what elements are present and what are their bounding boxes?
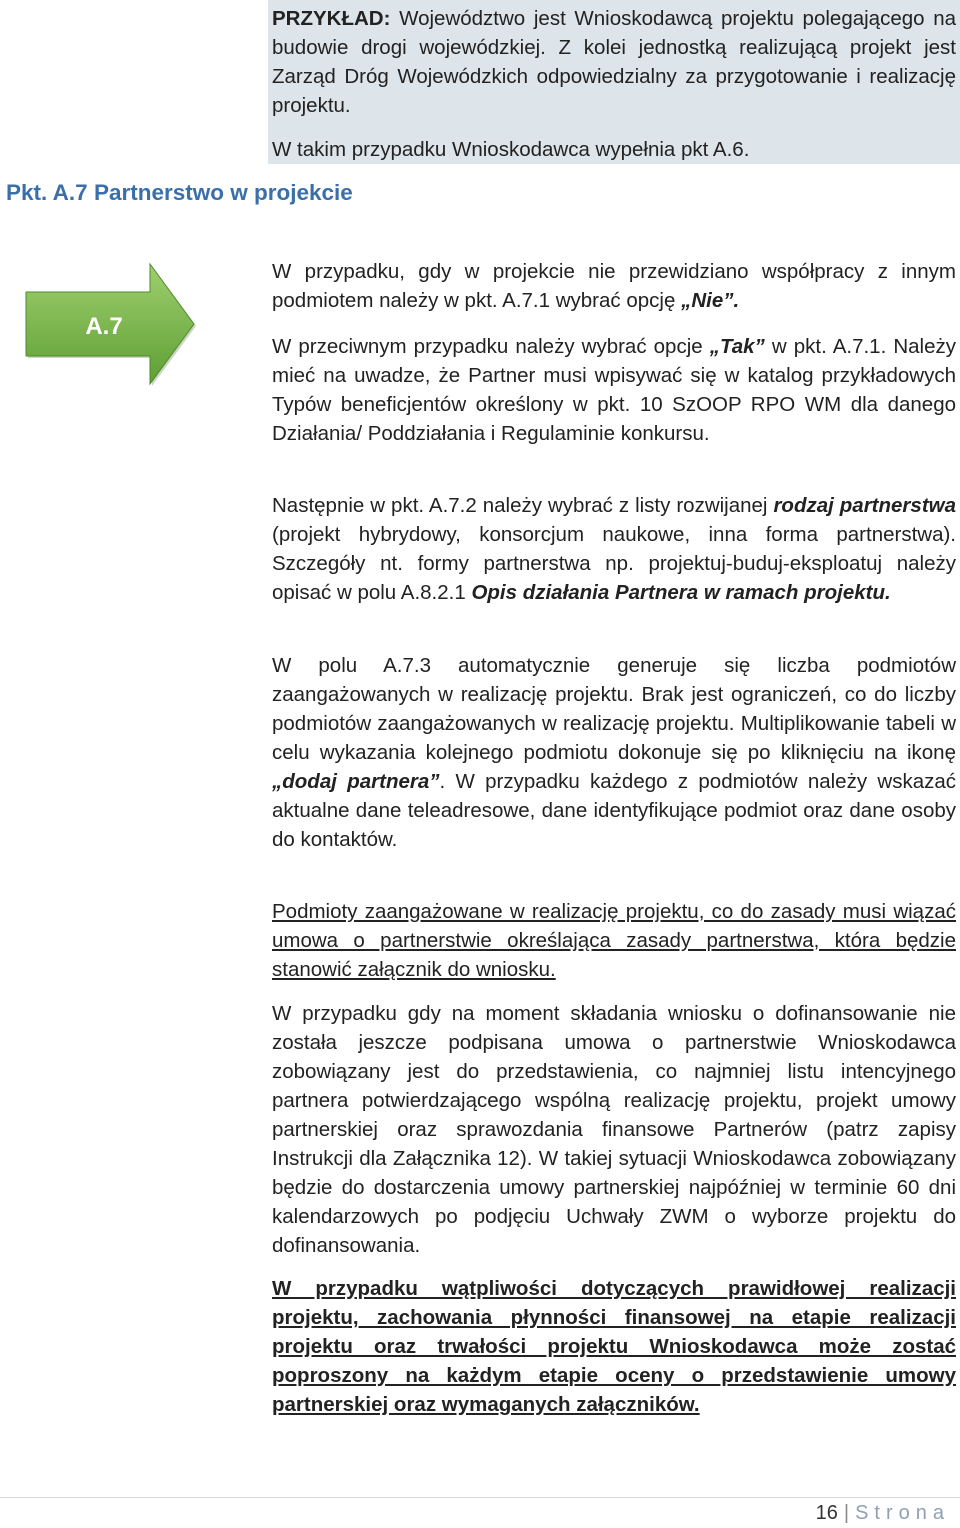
- paragraph-3: [272, 491, 956, 607]
- footer-divider: [0, 1497, 960, 1498]
- p4-text-c: . W przypadku każdego z podmiotów należy wskazać aktualne dane teleadresowe, dane identyfikujące podmiot oraz dane osoby do kontaktów.: [272, 770, 956, 851]
- paragraph-5: Podmioty zaangażowane w realizację projektu, co do zasady musi wiązać umowa o partnerstwie określająca zasady partnerstwa, która będzie stanowić załącznik do wniosku.: [272, 900, 956, 981]
- page-footer: [816, 1502, 950, 1525]
- p2-text-a: W przeciwnym przypadku należy wybrać opcje: [272, 335, 710, 358]
- p2-option-tak: „Tak”: [709, 335, 765, 358]
- p3-text-a: Następnie w pkt. A.7.2 należy wybrać z listy rozwijanej: [272, 494, 774, 517]
- page-number: 16: [815, 1502, 838, 1524]
- paragraph-4: [272, 651, 956, 854]
- paragraph-6: W przypadku gdy na moment składania wniosku o dofinansowanie nie została jeszcze podpisana umowa o partnerstwie Wnioskodawca zobowiązany jest do przedstawienia, co najmniej listu intencyjnego partnera potwierdzającego wspólną realizację projektu, projekt umowy partnerskiej oraz sprawozdania finansowe Partnerów (patrz zapisy Instrukcji dla Załącznika 12). W takiej sytuacji Wnioskodawca zobowiązany będzie do dostarczenia umowy partnerskiej najpóźniej w terminie 60 dni kalendarzowych po podjęciu Uchwały ZWM o wyborze projektu do dofinansowania.: [272, 1002, 956, 1257]
- p3-emphasis-rodzaj: rodzaj partnerstwa: [773, 494, 956, 517]
- p4-text-a: W polu A.7.3 automatycznie generuje się liczba podmiotów zaangażowanych w realizację projektu. Brak jest ograniczeń, co do liczby podmiotów zaangażowanych w realizację projektu. Multiplikowanie tabeli w celu wykazania kolejnego podmiotu dokonuje się po kliknięciu na ikonę: [272, 654, 956, 764]
- section-badge-label: A.7: [85, 313, 123, 340]
- paragraph-1: [272, 257, 956, 315]
- section-arrow-badge: [24, 262, 200, 390]
- example-text: Województwo jest Wnioskodawcą projektu polegającego na budowie drogi wojewódzkiej. Z kolei jednostką realizującą projekt jest Zarząd Dróg Wojewódzkich odpowiedzialny za przygotowanie i realizację projektu.: [272, 7, 956, 117]
- p1-text: W przypadku, gdy w projekcie nie przewidziano współpracy z innym podmiotem należy w pkt. A.7.1 wybrać opcję: [272, 260, 956, 312]
- footer-word: Strona: [855, 1502, 950, 1524]
- p4-emphasis-dodaj: „dodaj partnera”: [272, 770, 440, 793]
- p3-text-c: (projekt hybrydowy, konsorcjum naukowe, inna forma partnerstwa). Szczegóły nt. formy partnerstwa np. projektuj-buduj-eksploatuj należy opisać w polu A.8.2.1: [272, 523, 956, 604]
- example-conclusion: W takim przypadku Wnioskodawca wypełnia pkt A.6.: [272, 138, 750, 161]
- p3-emphasis-opis: Opis działania Partnera w ramach projektu.: [471, 581, 891, 604]
- section-title: Pkt. A.7 Partnerstwo w projekcie: [6, 180, 353, 205]
- paragraph-7: W przypadku wątpliwości dotyczących prawidłowej realizacji projektu, zachowania płynności finansowej na etapie realizacji projektu oraz trwałości projektu Wnioskodawca może zostać poproszony na każdym etapie oceny o przedstawienie umowy partnerskiej oraz wymaganych załączników.: [272, 1277, 956, 1416]
- footer-separator: |: [843, 1502, 850, 1524]
- example-label: PRZYKŁAD:: [272, 7, 391, 30]
- example-paragraph: [272, 4, 956, 120]
- paragraph-2: [272, 332, 956, 448]
- p1-option-nie: „Nie”.: [681, 289, 740, 312]
- p2-text-c: w pkt. A.7.1. Należy mieć na uwadze, że Partner musi wpisywać się w katalog przykładowych Typów beneficjentów określony w pkt. 10 SzOOP RPO WM dla danego Działania/ Poddziałania i Regulaminie konkursu.: [272, 335, 956, 445]
